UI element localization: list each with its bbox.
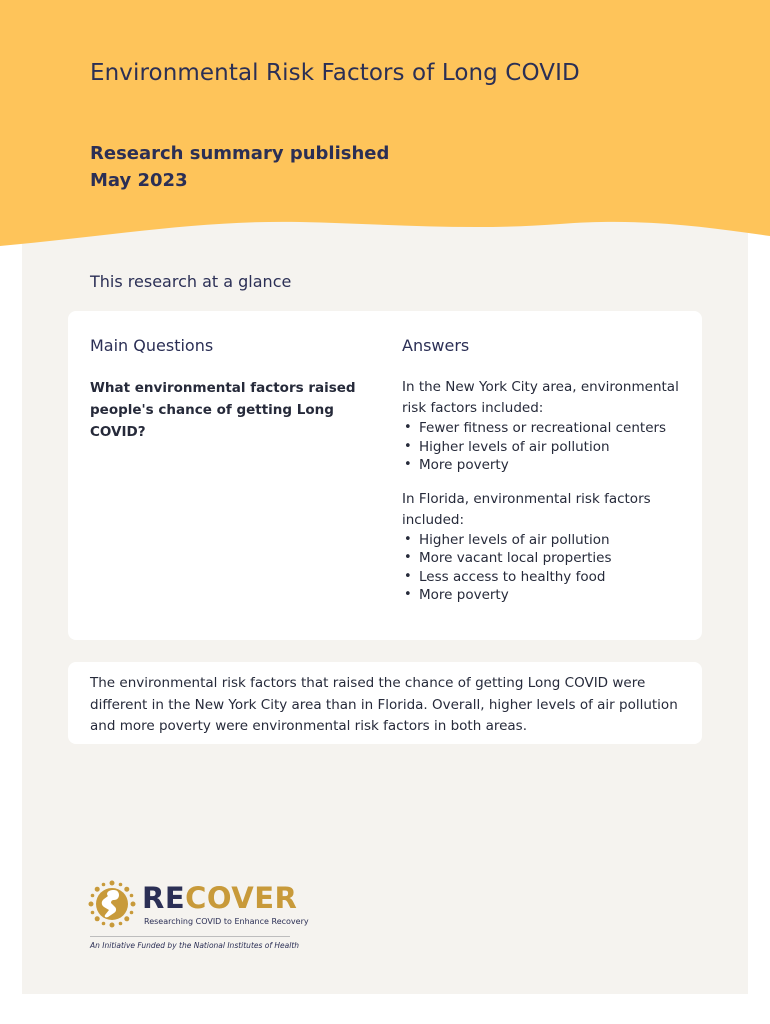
bullet-icon: • [404, 420, 412, 435]
publication-subtitle [90, 140, 389, 194]
list-item [402, 419, 692, 438]
logo-tagline: Researching COVID to Enhance Recovery [144, 917, 309, 926]
funding-note: An Initiative Funded by the National Institutes of Health [90, 941, 300, 950]
list-item [402, 531, 692, 550]
main-questions-heading: Main Questions [90, 336, 214, 355]
header-wave-shape [0, 0, 770, 260]
answer-list-nyc [402, 419, 692, 475]
answers-heading: Answers [402, 336, 470, 355]
list-item [402, 549, 692, 568]
answer-list-florida [402, 531, 692, 605]
subtitle-line-2: May 2023 [90, 170, 188, 191]
list-item-text: Higher levels of air pollution [419, 438, 610, 455]
bullet-icon: • [404, 531, 412, 547]
list-item [402, 456, 692, 475]
questions-answers-card [68, 311, 702, 640]
virus-figure-icon [88, 880, 136, 928]
bullet-icon: • [404, 587, 412, 602]
answer-intro-nyc: In the New York City area, environmental risk factors included: [402, 379, 679, 416]
wordmark-part-1: RE [142, 881, 186, 915]
logo-divider [90, 936, 290, 937]
list-item-text: More poverty [419, 587, 509, 603]
answers-block [402, 377, 692, 619]
answer-intro-florida: In Florida, environmental risk factors included: [402, 490, 651, 528]
main-question: What environmental factors raised people's chance of getting Long COVID? [90, 380, 356, 440]
list-item [402, 586, 692, 605]
document-title: Environmental Risk Factors of Long COVID [90, 60, 580, 86]
list-item-text: More vacant local properties [419, 550, 612, 566]
wordmark-part-2: COVER [185, 881, 298, 915]
glance-heading: This research at a glance [90, 272, 292, 291]
summary-text: The environmental risk factors that raised the chance of getting Long COVID were different in the New York City area than in Florida. Overall, higher levels of air pollution and more poverty were environmental risk factors in both areas. [90, 675, 678, 734]
bullet-icon: • [404, 457, 412, 472]
list-item [402, 568, 692, 587]
summary-card [68, 662, 702, 744]
list-item-text: Fewer fitness or recreational centers [419, 420, 667, 436]
recover-logo [88, 880, 308, 960]
header-band [0, 0, 770, 260]
bullet-icon: • [404, 438, 412, 454]
bullet-icon: • [404, 568, 412, 584]
bullet-icon: • [404, 550, 412, 565]
list-item [402, 438, 692, 457]
list-item-text: More poverty [419, 457, 509, 473]
list-item-text: Less access to healthy food [419, 568, 606, 585]
subtitle-line-1: Research summary published [90, 143, 390, 164]
list-item-text: Higher levels of air pollution [419, 531, 610, 548]
header-wave-fill [0, 0, 770, 246]
recover-wordmark [142, 881, 297, 915]
